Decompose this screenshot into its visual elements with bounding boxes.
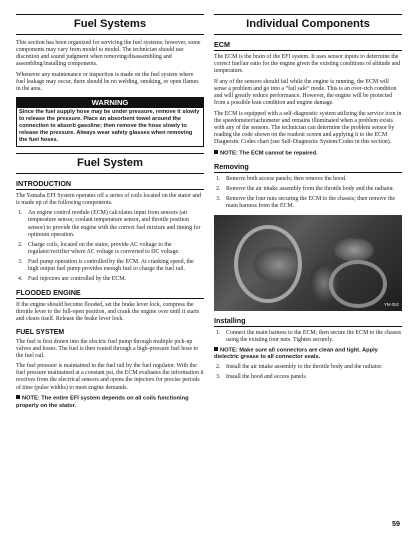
connector-note	[214, 347, 402, 362]
list-text: Remove both access panels; then remove the hood.	[226, 176, 347, 183]
list-item	[214, 196, 402, 210]
fuel-system-title: Fuel System	[77, 156, 143, 169]
flooded-engine-heading: FLOODED ENGINE	[16, 288, 204, 299]
removing-heading: Removing	[214, 162, 402, 173]
removing-steps-list	[214, 176, 402, 210]
note-bullet-icon	[214, 347, 218, 351]
list-number: 2.	[216, 186, 221, 193]
list-item	[16, 242, 204, 256]
ecm-location-photo	[214, 215, 402, 311]
fuel-system-text-1: The fuel is first drawn into the electric fuel pump through multiple pick-up valves and hoses. The fuel is then routed through a high-pressure fuel hose to the fuel rail.	[16, 338, 199, 359]
right-column	[214, 14, 402, 384]
ecm-paragraph-1: The ECM is the brain of the EFI system. It uses sensor inputs to determine the correct fuel/air ratio for the engine given the existing conditions of altitude and temperature.	[214, 54, 401, 75]
list-number: 3.	[216, 374, 221, 381]
list-text: Connect the main harness to the ECM; then secure the ECM to the chassis using the existing four nuts. Tighten securely.	[226, 329, 402, 343]
components-list	[16, 210, 204, 283]
list-number: 1.	[216, 176, 221, 183]
warning-title: WARNING	[17, 98, 203, 108]
list-item	[16, 210, 204, 238]
list-item	[214, 374, 402, 381]
list-item	[214, 364, 402, 371]
list-number: 2.	[216, 364, 221, 371]
list-item	[214, 330, 402, 344]
list-text: Remove the four nuts securing the ECM to the chassis; then remove the main harness from the ECM.	[226, 196, 396, 210]
list-text: Fuel pump operation is controlled by the ECM. At cranking speed, the high output fuel pump provides enough fuel to charge the fuel rail.	[28, 258, 194, 273]
introduction-heading: INTRODUCTION	[16, 179, 204, 190]
list-item	[16, 276, 204, 283]
coils-note-text: NOTE: The entire EFI system depends on all coils functioning properly on the stator.	[16, 395, 189, 409]
warning-box	[16, 97, 204, 147]
ecm-paragraph-3: The ECM is equipped with a self-diagnostic system utilizing the service icon in the speedometer/tachometer and remains illuminated when a problem exists with any of the sensors. The technician can determine the problem sensor by reading the code shown on the readout screen and applying it to the ECM Diagnostic Codes chart (see Self-Diagnostic System/Codes in this section).	[214, 110, 402, 146]
warning-text: Since the fuel supply hose may be under pressure, remove it slowly to release the pressure. Place an absorbent towel around the connection to absorb gasoline; then remove the hose slowly to release the pressure. Always wear safety glasses when removing the fuel hoses.	[19, 109, 200, 143]
list-number: 1.	[18, 210, 23, 217]
ecm-note-text: NOTE: The ECM cannot be repaired.	[220, 150, 318, 157]
photo-hose-shape	[234, 225, 302, 303]
list-number: 3.	[18, 258, 23, 265]
fuel-system-text-2: The fuel pressure is maintained in the fuel rail by the fuel regulator. With the fuel pressure maintained at a constant psi, the ECM evaluates the information it receives from the electrical sensors and opens the injectors for precise periods of time (pulse widths) to meet engine demands.	[16, 363, 204, 391]
list-text: Install the hood and access panels.	[226, 374, 308, 381]
fuel-systems-title: Fuel Systems	[73, 18, 147, 30]
photo-hose-shape	[329, 260, 387, 308]
intro-paragraph-1: This section has been organized for servicing the fuel systems; however, some components may vary from model to model. The technician should use discretion and sound judgment when removing/disassembling and assembling/installing components.	[16, 40, 201, 68]
fuel-systems-header	[16, 14, 204, 35]
list-item	[214, 176, 402, 183]
individual-components-title: Individual Components	[246, 18, 370, 30]
installing-steps-list-1	[214, 330, 402, 344]
list-text: Remove the air intake assembly from the throttle body and the radiator.	[226, 186, 395, 193]
introduction-text: The Yamaha EFI System operates off a series of coils located on the stator and is made up of the following components.	[16, 192, 201, 206]
note-bullet-icon	[16, 395, 20, 399]
list-text: Install the air intake assembly to the throttle body and the radiator.	[226, 364, 383, 371]
flooded-engine-text: If the engine should become flooded, set the brake lever lock, compress the throttle lever to the full-open position, and crank the engine over until it starts and clears itself. Release the brake lever lock.	[16, 302, 200, 323]
note-bullet-icon	[214, 150, 218, 154]
list-item	[16, 259, 204, 273]
list-text: Fuel injectors are controlled by the ECM.	[28, 276, 126, 283]
list-text: An engine control module (ECM) calculates input from sensors (air temperature sensor, coolant temperature sensor, and throttle position sensor) to provide the engine with the correct fuel mixture and timing for optimum operation.	[28, 210, 201, 238]
ecm-paragraph-2: If any of the sensors should fail while the engine is running, the ECM will sense a problem and go into a “fail safe” mode. This is an over-rich condition and will greatly reduce performance. However, the engine will be protected from a possible lean condition and engine damage.	[214, 78, 397, 107]
installing-steps-list-2	[214, 364, 402, 381]
list-number: 3.	[216, 196, 221, 203]
intro-paragraph-2: Whenever any maintenance or inspection is made on the fuel system where fuel leakage may occur, there should be no welding, smoking, or open flames in the area.	[16, 71, 199, 93]
photo-code-label: YM-052	[383, 302, 399, 308]
list-number: 4.	[18, 276, 23, 283]
fuel-system-header	[16, 153, 204, 174]
installing-heading: Installing	[214, 316, 402, 327]
list-number: 2.	[18, 241, 23, 248]
page-number: 59	[392, 519, 400, 528]
ecm-note	[214, 150, 402, 158]
list-text: Charge coils, located on the stator, provide AC voltage to the regulator/rectifier where AC voltage is converted to DC voltage.	[28, 241, 180, 255]
coils-note	[16, 395, 204, 410]
connector-note-text: NOTE: Make sure all connectors are clean and tight. Apply dielectric grease to all connector seals.	[214, 347, 378, 361]
list-number: 1.	[216, 329, 221, 336]
list-item	[214, 186, 402, 193]
fuel-system-subheading: FUEL SYSTEM	[16, 328, 65, 336]
ecm-heading: ECM	[214, 40, 402, 51]
left-column	[16, 14, 204, 413]
individual-components-header	[214, 14, 402, 35]
